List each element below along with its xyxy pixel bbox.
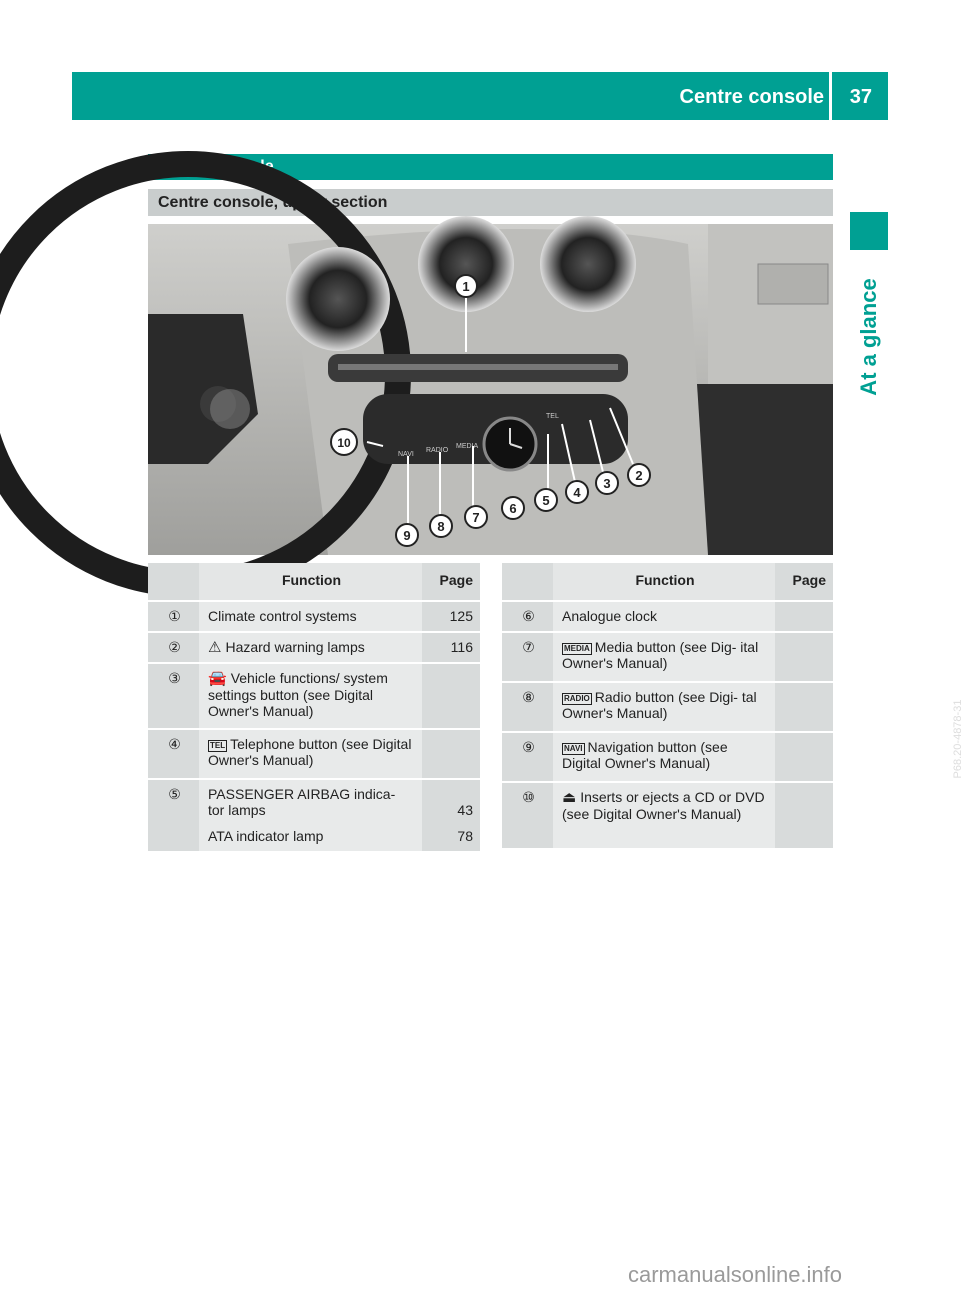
row-number: ④ <box>148 729 199 779</box>
subsection-heading-text: Centre console, upper section <box>158 194 388 211</box>
svg-text:2: 2 <box>635 468 643 483</box>
header-title: Centre console <box>679 86 824 108</box>
row-function: Hazard warning lamps <box>225 639 365 655</box>
table-row <box>502 632 833 682</box>
row-page <box>775 632 833 682</box>
callout-2 <box>628 464 650 486</box>
function-table-left <box>148 563 480 851</box>
column-header-function: Function <box>199 563 422 601</box>
callout-4 <box>566 481 588 503</box>
section-heading-text: Centre console <box>158 158 274 175</box>
table-row <box>502 682 833 732</box>
row-page <box>775 732 833 782</box>
row-function: Analogue clock <box>562 608 657 624</box>
callout-10 <box>331 429 357 455</box>
row-function: Radio button (see Digi- tal Owner's Manual) <box>562 689 757 721</box>
side-tab <box>852 262 886 412</box>
callout-5 <box>535 489 557 511</box>
callout-9 <box>396 524 418 546</box>
page-header <box>72 72 888 120</box>
svg-text:4: 4 <box>573 485 581 500</box>
row-page <box>775 601 833 632</box>
column-header-page: Page <box>775 563 833 601</box>
svg-text:6: 6 <box>509 501 517 516</box>
column-header-page: Page <box>422 563 480 601</box>
svg-text:1: 1 <box>462 279 470 294</box>
row-page: 125 <box>422 601 480 632</box>
row-page: 116 <box>422 632 480 663</box>
table-row <box>148 779 480 851</box>
svg-text:9: 9 <box>403 528 411 543</box>
media-button-label: MEDIA <box>456 443 479 450</box>
table-row <box>502 601 833 632</box>
function-table-right <box>502 563 833 848</box>
callout-3 <box>596 472 618 494</box>
side-tab-marker <box>850 212 888 250</box>
row-page <box>422 663 480 729</box>
svg-text:7: 7 <box>472 510 480 525</box>
hazard-warning-icon: ⚠ <box>208 639 222 656</box>
row-number: ③ <box>148 663 199 729</box>
watermark: carmanualsonline.info <box>628 1262 843 1287</box>
callout-6 <box>502 497 524 519</box>
callout-8 <box>430 515 452 537</box>
eject-icon: ⏏ <box>562 789 577 806</box>
row-function: Navigation button (see Digital Owner's Manual) <box>562 739 728 771</box>
side-tab-label: At a glance <box>856 278 881 396</box>
radio-icon: RADIO <box>564 694 590 703</box>
page-number: 37 <box>849 86 872 108</box>
row-number: ② <box>148 632 199 663</box>
row-page <box>422 729 480 779</box>
row-number: ⑧ <box>502 682 553 732</box>
row-function: Media button (see Dig- ital Owner's Manual) <box>562 639 759 671</box>
callout-1 <box>455 275 477 297</box>
vehicle-icon: 🚘 <box>208 670 227 687</box>
table-row <box>502 782 833 848</box>
row-function: Inserts or ejects a CD or DVD (see Digital Owner's Manual) <box>562 789 765 822</box>
header-divider <box>829 72 832 120</box>
row-number: ⑥ <box>502 601 553 632</box>
row-function: Vehicle functions/ system settings button (see Digital Owner's Manual) <box>208 670 388 719</box>
row-page: 43 <box>457 802 473 818</box>
table-row <box>148 632 480 663</box>
navi-button-label: NAVI <box>398 451 414 458</box>
table-row <box>148 663 480 729</box>
row-page <box>775 682 833 732</box>
row-function-secondary: ATA indicator lamp <box>208 828 324 844</box>
row-function: Telephone button (see Digital Owner's Manual) <box>208 736 412 768</box>
tel-button-label: TEL <box>546 413 559 420</box>
media-icon: MEDIA <box>564 644 590 653</box>
row-page <box>775 782 833 848</box>
table-row <box>502 732 833 782</box>
table-header-row <box>502 563 833 601</box>
svg-text:10: 10 <box>337 436 351 450</box>
row-number: ⑨ <box>502 732 553 782</box>
row-number: ⑩ <box>502 782 553 848</box>
callout-7 <box>465 506 487 528</box>
radio-button-label: RADIO <box>426 447 449 454</box>
svg-text:5: 5 <box>542 493 550 508</box>
row-number: ⑤ <box>148 779 199 851</box>
row-function: PASSENGER AIRBAG indica- tor lamps <box>208 786 396 818</box>
row-page-secondary: 78 <box>457 828 473 844</box>
table-row <box>148 729 480 779</box>
table-row <box>148 601 480 632</box>
subsection-heading <box>148 189 833 216</box>
row-number: ① <box>148 601 199 632</box>
column-header-function: Function <box>553 563 775 601</box>
tel-icon: TEL <box>210 741 226 750</box>
svg-text:3: 3 <box>603 476 611 491</box>
navi-icon: NAVI <box>564 744 583 753</box>
row-function: Climate control systems <box>208 608 357 624</box>
svg-text:8: 8 <box>437 519 445 534</box>
row-number: ⑦ <box>502 632 553 682</box>
photo-reference-code: P68.20-4878-31 <box>952 699 964 779</box>
table-header-row <box>148 563 480 601</box>
console-illustration <box>148 224 833 555</box>
